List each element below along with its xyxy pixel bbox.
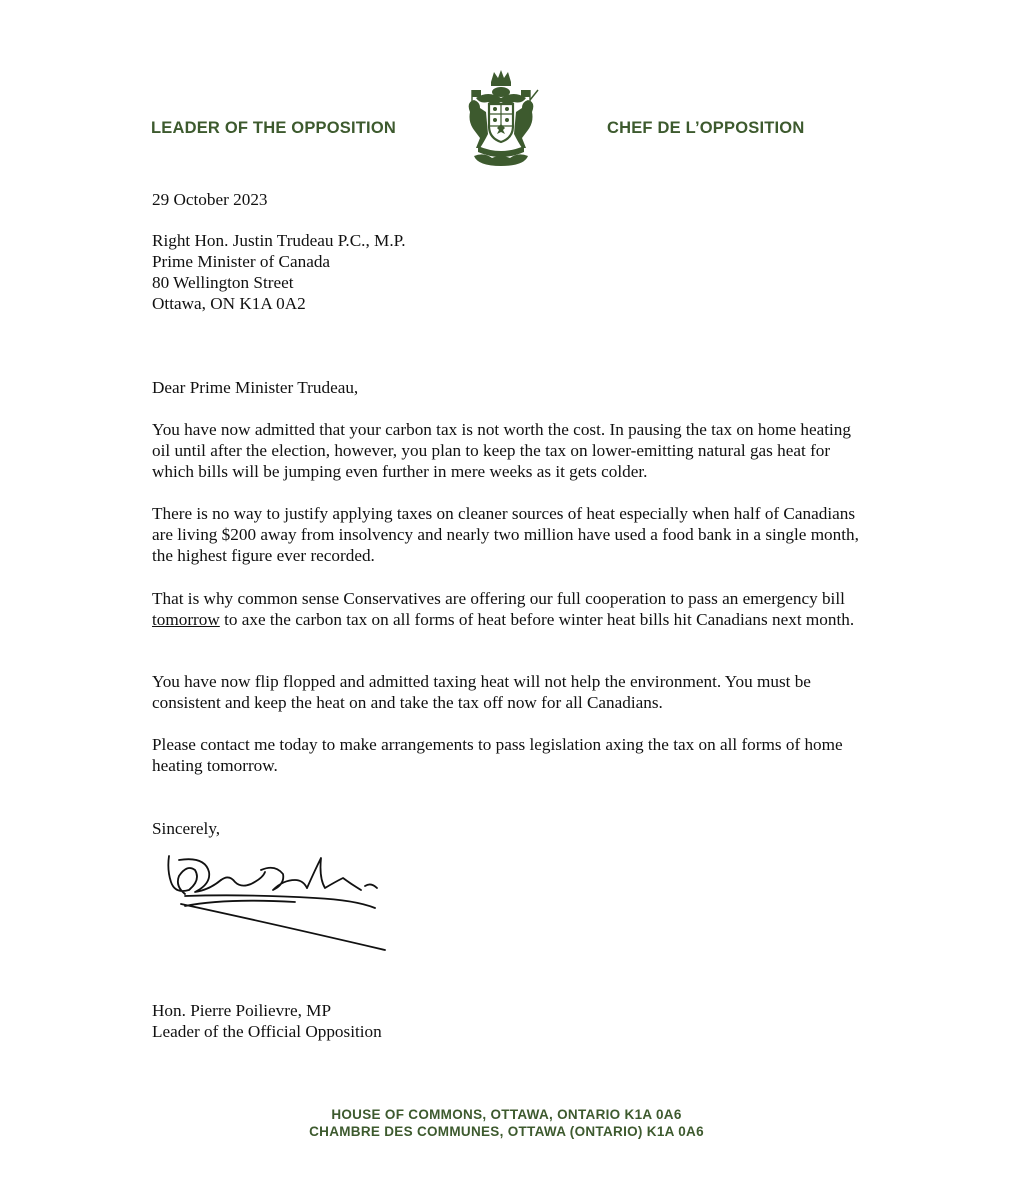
closing: Sincerely, bbox=[152, 819, 221, 838]
recipient-city: Ottawa, ON K1A 0A2 bbox=[152, 294, 306, 313]
letterhead-title-french: CHEF DE L’OPPOSITION bbox=[607, 119, 805, 137]
signatory-block bbox=[152, 1000, 872, 1042]
signatory-name: Hon. Pierre Poilievre, MP bbox=[152, 1001, 332, 1020]
paragraph-3 bbox=[152, 588, 872, 630]
paragraph-5: Please contact me today to make arrangements to pass legislation axing the tax on all forms of home heating tomorrow. bbox=[152, 735, 843, 775]
recipient-name: Right Hon. Justin Trudeau P.C., M.P. bbox=[152, 231, 406, 250]
letterhead-title-english: LEADER OF THE OPPOSITION bbox=[151, 119, 396, 137]
handwritten-signature bbox=[165, 850, 395, 955]
recipient-street: 80 Wellington Street bbox=[152, 273, 294, 292]
coat-of-arms-icon bbox=[458, 68, 544, 168]
paragraph-2: There is no way to justify applying taxes on cleaner sources of heat especially when half of Canadians are living $200 away from insolvency and nearly two million have used a food bank in a single month, the highest figure ever recorded. bbox=[152, 504, 859, 565]
paragraph-3-part-2: to axe the carbon tax on all forms of heat before winter heat bills hit Canadians next month. bbox=[219, 610, 855, 629]
paragraph-3-part-1: That is why common sense Conservatives are offering our full cooperation to pass an emergency bill bbox=[152, 589, 845, 608]
recipient-address bbox=[152, 230, 872, 314]
paragraph-4: You have now flip flopped and admitted taxing heat will not help the environment. You must be consistent and keep the heat on and take the tax off now for all Canadians. bbox=[152, 672, 811, 712]
salutation: Dear Prime Minister Trudeau, bbox=[152, 378, 359, 397]
footer-address bbox=[0, 1106, 1013, 1140]
letter-date: 29 October 2023 bbox=[152, 190, 268, 209]
underlined-tomorrow: tomorrow bbox=[152, 610, 220, 629]
footer-address-french: CHAMBRE DES COMMUNES, OTTAWA (ONTARIO) K1A 0A6 bbox=[309, 1124, 704, 1139]
signatory-title: Leader of the Official Opposition bbox=[152, 1022, 382, 1041]
footer-address-english: HOUSE OF COMMONS, OTTAWA, ONTARIO K1A 0A6 bbox=[331, 1107, 682, 1122]
paragraph-1: You have now admitted that your carbon tax is not worth the cost. In pausing the tax on home heating oil until after the election, however, you plan to keep the tax on lower-emitting natural gas heat for which bills will be jumping even further in mere weeks as it gets colder. bbox=[152, 420, 851, 481]
recipient-title: Prime Minister of Canada bbox=[152, 252, 331, 271]
